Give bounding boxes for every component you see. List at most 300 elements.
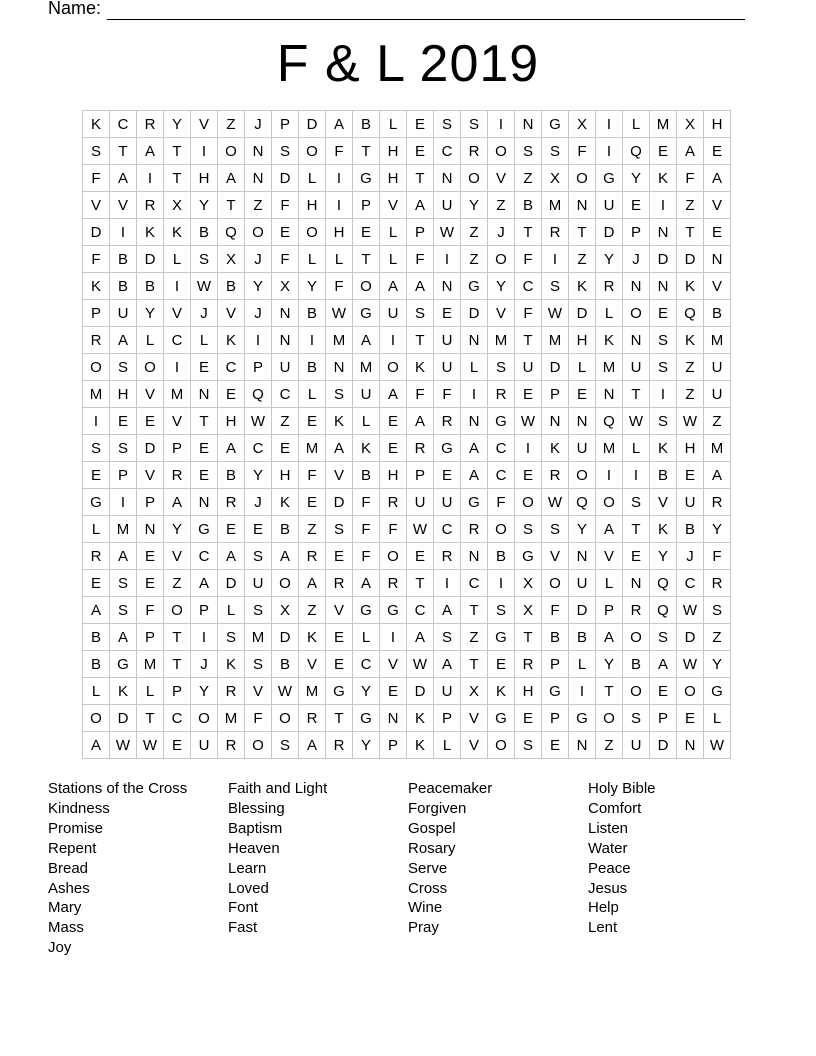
grid-letter-cell[interactable]: F <box>83 246 110 273</box>
grid-letter-cell[interactable]: V <box>83 192 110 219</box>
grid-letter-cell[interactable]: L <box>218 597 245 624</box>
grid-letter-cell[interactable]: J <box>245 111 272 138</box>
grid-letter-cell[interactable]: O <box>542 570 569 597</box>
grid-letter-cell[interactable]: S <box>110 354 137 381</box>
grid-letter-cell[interactable]: O <box>623 624 650 651</box>
grid-letter-cell[interactable]: M <box>704 435 731 462</box>
grid-letter-cell[interactable]: N <box>596 381 623 408</box>
grid-letter-cell[interactable]: K <box>299 624 326 651</box>
grid-letter-cell[interactable]: E <box>650 300 677 327</box>
grid-letter-cell[interactable]: U <box>623 732 650 759</box>
grid-letter-cell[interactable]: W <box>137 732 164 759</box>
grid-letter-cell[interactable]: T <box>137 705 164 732</box>
grid-letter-cell[interactable]: G <box>596 165 623 192</box>
grid-letter-cell[interactable]: T <box>191 408 218 435</box>
grid-letter-cell[interactable]: K <box>407 732 434 759</box>
grid-letter-cell[interactable]: I <box>596 111 623 138</box>
grid-letter-cell[interactable]: A <box>407 273 434 300</box>
grid-letter-cell[interactable]: T <box>164 138 191 165</box>
grid-letter-cell[interactable]: N <box>191 489 218 516</box>
grid-letter-cell[interactable]: F <box>326 138 353 165</box>
grid-letter-cell[interactable]: E <box>218 381 245 408</box>
grid-letter-cell[interactable]: O <box>218 138 245 165</box>
grid-letter-cell[interactable]: I <box>110 219 137 246</box>
grid-letter-cell[interactable]: D <box>272 165 299 192</box>
grid-letter-cell[interactable]: I <box>83 408 110 435</box>
grid-letter-cell[interactable]: T <box>515 624 542 651</box>
grid-letter-cell[interactable]: W <box>542 489 569 516</box>
grid-letter-cell[interactable]: V <box>191 111 218 138</box>
grid-letter-cell[interactable]: E <box>353 219 380 246</box>
grid-letter-cell[interactable]: E <box>380 678 407 705</box>
grid-letter-cell[interactable]: E <box>623 192 650 219</box>
grid-letter-cell[interactable]: S <box>515 516 542 543</box>
grid-letter-cell[interactable]: G <box>434 435 461 462</box>
grid-letter-cell[interactable]: P <box>542 381 569 408</box>
grid-letter-cell[interactable]: O <box>488 732 515 759</box>
grid-letter-cell[interactable]: T <box>164 624 191 651</box>
grid-letter-cell[interactable]: E <box>704 138 731 165</box>
grid-letter-cell[interactable]: N <box>461 543 488 570</box>
grid-letter-cell[interactable]: Z <box>245 192 272 219</box>
grid-letter-cell[interactable]: E <box>407 138 434 165</box>
grid-letter-cell[interactable]: K <box>650 516 677 543</box>
grid-letter-cell[interactable]: R <box>380 489 407 516</box>
grid-letter-cell[interactable]: Z <box>677 354 704 381</box>
grid-letter-cell[interactable]: X <box>677 111 704 138</box>
grid-letter-cell[interactable]: J <box>488 219 515 246</box>
grid-letter-cell[interactable]: F <box>83 165 110 192</box>
grid-letter-cell[interactable]: N <box>569 543 596 570</box>
grid-letter-cell[interactable]: O <box>380 543 407 570</box>
grid-letter-cell[interactable]: U <box>623 354 650 381</box>
grid-letter-cell[interactable]: B <box>299 300 326 327</box>
grid-letter-cell[interactable]: G <box>542 111 569 138</box>
grid-letter-cell[interactable]: C <box>191 543 218 570</box>
grid-letter-cell[interactable]: E <box>137 570 164 597</box>
grid-letter-cell[interactable]: T <box>353 246 380 273</box>
grid-letter-cell[interactable]: O <box>596 705 623 732</box>
grid-letter-cell[interactable]: E <box>326 543 353 570</box>
grid-letter-cell[interactable]: V <box>380 192 407 219</box>
grid-letter-cell[interactable]: M <box>353 354 380 381</box>
grid-letter-cell[interactable]: N <box>245 138 272 165</box>
grid-letter-cell[interactable]: T <box>326 705 353 732</box>
grid-letter-cell[interactable]: E <box>83 462 110 489</box>
grid-letter-cell[interactable]: G <box>515 543 542 570</box>
grid-letter-cell[interactable]: E <box>650 678 677 705</box>
grid-letter-cell[interactable]: I <box>461 381 488 408</box>
grid-letter-cell[interactable]: B <box>272 516 299 543</box>
grid-letter-cell[interactable]: D <box>137 246 164 273</box>
grid-letter-cell[interactable]: Z <box>461 624 488 651</box>
grid-letter-cell[interactable]: K <box>407 705 434 732</box>
grid-letter-cell[interactable]: F <box>380 516 407 543</box>
grid-letter-cell[interactable]: B <box>623 651 650 678</box>
grid-letter-cell[interactable]: S <box>110 435 137 462</box>
grid-letter-cell[interactable]: G <box>569 705 596 732</box>
grid-letter-cell[interactable]: V <box>704 192 731 219</box>
grid-letter-cell[interactable]: X <box>272 597 299 624</box>
grid-letter-cell[interactable]: P <box>245 354 272 381</box>
grid-letter-cell[interactable]: E <box>677 705 704 732</box>
grid-letter-cell[interactable]: H <box>704 111 731 138</box>
grid-letter-cell[interactable]: R <box>137 192 164 219</box>
grid-letter-cell[interactable]: C <box>218 354 245 381</box>
grid-letter-cell[interactable]: E <box>434 462 461 489</box>
grid-letter-cell[interactable]: L <box>380 219 407 246</box>
grid-letter-cell[interactable]: R <box>299 543 326 570</box>
grid-letter-cell[interactable]: Z <box>569 246 596 273</box>
grid-letter-cell[interactable]: P <box>191 597 218 624</box>
grid-letter-cell[interactable]: U <box>596 192 623 219</box>
grid-letter-cell[interactable]: A <box>137 138 164 165</box>
grid-letter-cell[interactable]: S <box>515 138 542 165</box>
grid-letter-cell[interactable]: C <box>110 111 137 138</box>
grid-letter-cell[interactable]: V <box>299 651 326 678</box>
grid-letter-cell[interactable]: N <box>623 273 650 300</box>
grid-letter-cell[interactable]: K <box>569 273 596 300</box>
grid-letter-cell[interactable]: Q <box>623 138 650 165</box>
grid-letter-cell[interactable]: A <box>353 570 380 597</box>
grid-letter-cell[interactable]: Y <box>596 246 623 273</box>
grid-letter-cell[interactable]: K <box>650 165 677 192</box>
grid-letter-cell[interactable]: O <box>299 138 326 165</box>
grid-letter-cell[interactable]: C <box>407 597 434 624</box>
grid-letter-cell[interactable]: S <box>434 111 461 138</box>
grid-letter-cell[interactable]: E <box>515 462 542 489</box>
grid-letter-cell[interactable]: H <box>326 219 353 246</box>
grid-letter-cell[interactable]: M <box>137 651 164 678</box>
grid-letter-cell[interactable]: Z <box>299 516 326 543</box>
grid-letter-cell[interactable]: F <box>353 489 380 516</box>
grid-letter-cell[interactable]: T <box>407 165 434 192</box>
grid-letter-cell[interactable]: M <box>488 327 515 354</box>
grid-letter-cell[interactable]: O <box>515 489 542 516</box>
grid-letter-cell[interactable]: A <box>110 543 137 570</box>
grid-letter-cell[interactable]: U <box>353 381 380 408</box>
grid-letter-cell[interactable]: W <box>245 408 272 435</box>
grid-letter-cell[interactable]: V <box>326 597 353 624</box>
grid-letter-cell[interactable]: F <box>434 381 461 408</box>
grid-letter-cell[interactable]: M <box>326 327 353 354</box>
grid-letter-cell[interactable]: K <box>488 678 515 705</box>
grid-letter-cell[interactable]: X <box>569 111 596 138</box>
grid-letter-cell[interactable]: Y <box>461 192 488 219</box>
grid-letter-cell[interactable]: B <box>83 651 110 678</box>
grid-letter-cell[interactable]: V <box>326 462 353 489</box>
grid-letter-cell[interactable]: W <box>677 651 704 678</box>
grid-letter-cell[interactable]: G <box>110 651 137 678</box>
grid-letter-cell[interactable]: O <box>380 354 407 381</box>
grid-letter-cell[interactable]: I <box>623 462 650 489</box>
grid-letter-cell[interactable]: E <box>272 219 299 246</box>
grid-letter-cell[interactable]: X <box>272 273 299 300</box>
grid-letter-cell[interactable]: M <box>110 516 137 543</box>
grid-letter-cell[interactable]: L <box>353 624 380 651</box>
grid-letter-cell[interactable]: L <box>353 408 380 435</box>
grid-letter-cell[interactable]: Z <box>515 165 542 192</box>
grid-letter-cell[interactable]: P <box>110 462 137 489</box>
grid-letter-cell[interactable]: D <box>542 354 569 381</box>
grid-letter-cell[interactable]: I <box>137 165 164 192</box>
grid-letter-cell[interactable]: W <box>542 300 569 327</box>
grid-letter-cell[interactable]: Q <box>218 219 245 246</box>
grid-letter-cell[interactable]: T <box>110 138 137 165</box>
grid-letter-cell[interactable]: O <box>488 246 515 273</box>
grid-letter-cell[interactable]: K <box>677 327 704 354</box>
grid-letter-cell[interactable]: M <box>245 624 272 651</box>
grid-letter-cell[interactable]: S <box>542 273 569 300</box>
grid-letter-cell[interactable]: S <box>434 624 461 651</box>
grid-letter-cell[interactable]: H <box>677 435 704 462</box>
grid-letter-cell[interactable]: J <box>677 543 704 570</box>
grid-letter-cell[interactable]: R <box>137 111 164 138</box>
grid-letter-cell[interactable]: S <box>218 624 245 651</box>
grid-letter-cell[interactable]: L <box>569 651 596 678</box>
grid-letter-cell[interactable]: L <box>623 111 650 138</box>
grid-letter-cell[interactable]: L <box>299 381 326 408</box>
grid-letter-cell[interactable]: F <box>272 246 299 273</box>
grid-letter-cell[interactable]: E <box>434 300 461 327</box>
grid-letter-cell[interactable]: R <box>218 732 245 759</box>
grid-letter-cell[interactable]: V <box>461 732 488 759</box>
grid-letter-cell[interactable]: W <box>326 300 353 327</box>
grid-letter-cell[interactable]: B <box>353 462 380 489</box>
grid-letter-cell[interactable]: C <box>515 273 542 300</box>
grid-letter-cell[interactable]: P <box>164 678 191 705</box>
grid-letter-cell[interactable]: B <box>515 192 542 219</box>
grid-letter-cell[interactable]: R <box>461 138 488 165</box>
grid-letter-cell[interactable]: A <box>326 111 353 138</box>
grid-letter-cell[interactable]: K <box>164 219 191 246</box>
grid-letter-cell[interactable]: U <box>677 489 704 516</box>
name-blank-line[interactable] <box>107 1 745 20</box>
grid-letter-cell[interactable]: S <box>488 354 515 381</box>
grid-letter-cell[interactable]: M <box>596 435 623 462</box>
grid-letter-cell[interactable]: K <box>407 354 434 381</box>
grid-letter-cell[interactable]: Y <box>164 516 191 543</box>
grid-letter-cell[interactable]: R <box>704 570 731 597</box>
grid-letter-cell[interactable]: G <box>542 678 569 705</box>
grid-letter-cell[interactable]: Y <box>488 273 515 300</box>
grid-letter-cell[interactable]: E <box>218 516 245 543</box>
grid-letter-cell[interactable]: U <box>569 435 596 462</box>
grid-letter-cell[interactable]: N <box>515 111 542 138</box>
grid-letter-cell[interactable]: A <box>434 597 461 624</box>
grid-letter-cell[interactable]: A <box>110 327 137 354</box>
grid-letter-cell[interactable]: Y <box>245 273 272 300</box>
grid-letter-cell[interactable]: P <box>137 489 164 516</box>
grid-letter-cell[interactable]: F <box>677 165 704 192</box>
grid-letter-cell[interactable]: L <box>137 327 164 354</box>
grid-letter-cell[interactable]: A <box>677 138 704 165</box>
grid-letter-cell[interactable]: O <box>245 732 272 759</box>
grid-letter-cell[interactable]: G <box>488 624 515 651</box>
grid-letter-cell[interactable]: H <box>218 408 245 435</box>
grid-letter-cell[interactable]: N <box>137 516 164 543</box>
grid-letter-cell[interactable]: M <box>704 327 731 354</box>
grid-letter-cell[interactable]: L <box>569 354 596 381</box>
grid-letter-cell[interactable]: Z <box>677 381 704 408</box>
grid-letter-cell[interactable]: T <box>164 651 191 678</box>
grid-letter-cell[interactable]: H <box>380 138 407 165</box>
grid-letter-cell[interactable]: X <box>542 165 569 192</box>
grid-letter-cell[interactable]: E <box>407 543 434 570</box>
grid-letter-cell[interactable]: R <box>515 651 542 678</box>
grid-letter-cell[interactable]: J <box>245 246 272 273</box>
grid-letter-cell[interactable]: K <box>596 327 623 354</box>
grid-letter-cell[interactable]: Z <box>461 246 488 273</box>
grid-letter-cell[interactable]: J <box>191 300 218 327</box>
grid-letter-cell[interactable]: W <box>515 408 542 435</box>
grid-letter-cell[interactable]: S <box>245 651 272 678</box>
grid-letter-cell[interactable]: I <box>326 165 353 192</box>
grid-letter-cell[interactable]: A <box>704 462 731 489</box>
grid-letter-cell[interactable]: E <box>191 354 218 381</box>
grid-letter-cell[interactable]: L <box>326 246 353 273</box>
grid-letter-cell[interactable]: T <box>677 219 704 246</box>
grid-letter-cell[interactable]: I <box>488 570 515 597</box>
grid-letter-cell[interactable]: Q <box>677 300 704 327</box>
grid-letter-cell[interactable]: N <box>569 192 596 219</box>
grid-letter-cell[interactable]: E <box>137 543 164 570</box>
grid-letter-cell[interactable]: F <box>353 543 380 570</box>
grid-letter-cell[interactable]: D <box>326 489 353 516</box>
grid-letter-cell[interactable]: U <box>110 300 137 327</box>
grid-letter-cell[interactable]: I <box>596 138 623 165</box>
grid-letter-cell[interactable]: O <box>272 570 299 597</box>
grid-letter-cell[interactable]: T <box>407 327 434 354</box>
grid-letter-cell[interactable]: G <box>353 300 380 327</box>
grid-letter-cell[interactable]: O <box>596 489 623 516</box>
grid-letter-cell[interactable]: E <box>704 219 731 246</box>
grid-letter-cell[interactable]: Z <box>272 408 299 435</box>
grid-letter-cell[interactable]: D <box>272 624 299 651</box>
grid-letter-cell[interactable]: Q <box>650 570 677 597</box>
grid-letter-cell[interactable]: I <box>110 489 137 516</box>
grid-letter-cell[interactable]: N <box>704 246 731 273</box>
grid-letter-cell[interactable]: E <box>380 408 407 435</box>
grid-letter-cell[interactable]: S <box>272 732 299 759</box>
grid-letter-cell[interactable]: K <box>326 408 353 435</box>
grid-letter-cell[interactable]: T <box>164 165 191 192</box>
grid-letter-cell[interactable]: K <box>137 219 164 246</box>
grid-letter-cell[interactable]: A <box>218 435 245 462</box>
grid-letter-cell[interactable]: R <box>434 543 461 570</box>
grid-letter-cell[interactable]: R <box>299 705 326 732</box>
grid-letter-cell[interactable]: I <box>191 624 218 651</box>
grid-letter-cell[interactable]: N <box>569 408 596 435</box>
grid-letter-cell[interactable]: L <box>137 678 164 705</box>
grid-letter-cell[interactable]: L <box>380 246 407 273</box>
grid-letter-cell[interactable]: W <box>434 219 461 246</box>
grid-letter-cell[interactable]: O <box>461 165 488 192</box>
grid-letter-cell[interactable]: C <box>677 570 704 597</box>
grid-letter-cell[interactable]: R <box>326 570 353 597</box>
grid-letter-cell[interactable]: C <box>461 570 488 597</box>
grid-letter-cell[interactable]: V <box>218 300 245 327</box>
grid-letter-cell[interactable]: R <box>164 462 191 489</box>
grid-letter-cell[interactable]: A <box>218 543 245 570</box>
grid-letter-cell[interactable]: B <box>110 273 137 300</box>
grid-letter-cell[interactable]: E <box>515 705 542 732</box>
grid-letter-cell[interactable]: R <box>380 570 407 597</box>
grid-letter-cell[interactable]: U <box>434 678 461 705</box>
grid-letter-cell[interactable]: V <box>137 462 164 489</box>
grid-letter-cell[interactable]: N <box>461 327 488 354</box>
grid-letter-cell[interactable]: A <box>407 408 434 435</box>
grid-letter-cell[interactable]: V <box>110 192 137 219</box>
grid-letter-cell[interactable]: U <box>515 354 542 381</box>
grid-letter-cell[interactable]: I <box>650 192 677 219</box>
grid-letter-cell[interactable]: S <box>650 354 677 381</box>
grid-letter-cell[interactable]: M <box>299 435 326 462</box>
grid-letter-cell[interactable]: G <box>461 489 488 516</box>
grid-letter-cell[interactable]: N <box>272 300 299 327</box>
grid-letter-cell[interactable]: R <box>623 597 650 624</box>
grid-letter-cell[interactable]: H <box>110 381 137 408</box>
grid-letter-cell[interactable]: Y <box>164 111 191 138</box>
grid-letter-cell[interactable]: H <box>515 678 542 705</box>
grid-letter-cell[interactable]: F <box>353 516 380 543</box>
grid-letter-cell[interactable]: Z <box>677 192 704 219</box>
grid-letter-cell[interactable]: O <box>488 138 515 165</box>
grid-letter-cell[interactable]: E <box>488 651 515 678</box>
grid-letter-cell[interactable]: E <box>326 651 353 678</box>
grid-letter-cell[interactable]: G <box>380 597 407 624</box>
grid-letter-cell[interactable]: G <box>353 165 380 192</box>
grid-letter-cell[interactable]: D <box>596 219 623 246</box>
grid-letter-cell[interactable]: E <box>380 435 407 462</box>
grid-letter-cell[interactable]: I <box>542 246 569 273</box>
grid-letter-cell[interactable]: F <box>488 489 515 516</box>
grid-letter-cell[interactable]: Q <box>569 489 596 516</box>
grid-letter-cell[interactable]: V <box>380 651 407 678</box>
grid-letter-cell[interactable]: Z <box>218 111 245 138</box>
grid-letter-cell[interactable]: D <box>83 219 110 246</box>
grid-letter-cell[interactable]: G <box>488 408 515 435</box>
grid-letter-cell[interactable]: I <box>650 381 677 408</box>
grid-letter-cell[interactable]: B <box>650 462 677 489</box>
grid-letter-cell[interactable]: S <box>542 516 569 543</box>
grid-letter-cell[interactable]: S <box>515 732 542 759</box>
grid-letter-cell[interactable]: P <box>407 219 434 246</box>
grid-letter-cell[interactable]: Z <box>461 219 488 246</box>
grid-letter-cell[interactable]: O <box>623 300 650 327</box>
grid-letter-cell[interactable]: D <box>569 300 596 327</box>
grid-letter-cell[interactable]: L <box>434 732 461 759</box>
grid-letter-cell[interactable]: I <box>164 354 191 381</box>
grid-letter-cell[interactable]: T <box>623 381 650 408</box>
grid-letter-cell[interactable]: W <box>407 516 434 543</box>
grid-letter-cell[interactable]: U <box>245 570 272 597</box>
grid-letter-cell[interactable]: A <box>407 624 434 651</box>
grid-letter-cell[interactable]: B <box>704 300 731 327</box>
grid-letter-cell[interactable]: B <box>137 273 164 300</box>
grid-letter-cell[interactable]: J <box>623 246 650 273</box>
grid-letter-cell[interactable]: F <box>272 192 299 219</box>
grid-letter-cell[interactable]: N <box>542 408 569 435</box>
grid-letter-cell[interactable]: C <box>245 435 272 462</box>
grid-letter-cell[interactable]: V <box>164 408 191 435</box>
grid-letter-cell[interactable]: F <box>407 381 434 408</box>
grid-letter-cell[interactable]: V <box>488 165 515 192</box>
grid-letter-cell[interactable]: T <box>623 516 650 543</box>
grid-letter-cell[interactable]: F <box>299 462 326 489</box>
grid-letter-cell[interactable]: C <box>488 435 515 462</box>
grid-letter-cell[interactable]: L <box>164 246 191 273</box>
